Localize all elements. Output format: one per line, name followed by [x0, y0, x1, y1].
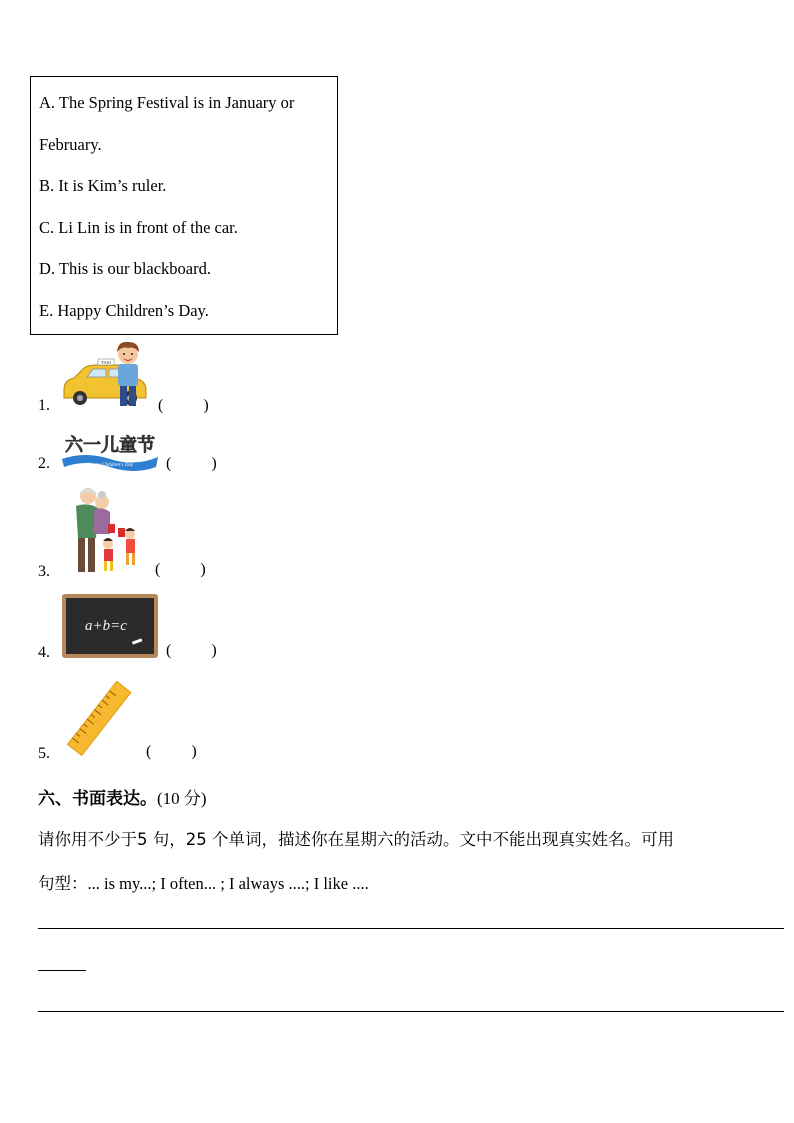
section-title	[38, 784, 207, 809]
answer-line-2[interactable]	[38, 1011, 784, 1012]
question-4-number: 4.	[38, 644, 50, 661]
banner-subtitle: Happy Children's Day	[86, 462, 134, 468]
question-2-number: 2.	[38, 455, 50, 472]
question-4-answer-blank[interactable]: ( )	[166, 642, 217, 659]
blackboard-icon	[62, 594, 158, 658]
prompt-sentence-patterns: ... is my...; I often... ; I always ....; I like ....	[87, 874, 369, 893]
ruler-icon	[62, 678, 138, 760]
question-1-number: 1.	[38, 397, 50, 414]
blackboard-formula: a+b=c	[85, 618, 127, 634]
writing-prompt-line-2	[38, 870, 369, 894]
answer-line-1[interactable]	[38, 928, 784, 929]
banner-title: 六一儿童节	[65, 435, 155, 456]
question-3-answer-blank[interactable]: ( )	[155, 561, 206, 578]
taxi-sign: TAXI	[101, 360, 111, 365]
option-d: D. This is our blackboard.	[39, 259, 212, 278]
childrens-day-banner-icon	[60, 429, 160, 471]
prompt-sentence-pattern-label: 句型：	[38, 874, 88, 893]
question-5-number: 5.	[38, 745, 50, 762]
option-e: E. Happy Children’s Day.	[39, 301, 209, 320]
question-1-answer-blank[interactable]: ( )	[158, 397, 209, 414]
options-box	[30, 76, 338, 335]
option-a-cont: February.	[39, 135, 102, 154]
section-points: (10 分)	[157, 789, 207, 808]
question-2-answer-blank[interactable]: ( )	[166, 455, 217, 472]
writing-prompt-line-1: 请你用不少于5 句，25 个单词，描述你在星期六的活动。文中不能出现真实姓名。可用	[38, 830, 674, 849]
taxi-boy-icon	[60, 340, 155, 412]
option-b: B. It is Kim’s ruler.	[39, 176, 167, 195]
section-heading: 六、书面表达。	[38, 789, 157, 809]
question-3-number: 3.	[38, 563, 50, 580]
option-c: C. Li Lin is in front of the car.	[39, 218, 238, 237]
answer-line-1-continuation[interactable]	[38, 970, 86, 971]
grandparents-red-envelope-icon	[60, 486, 150, 578]
question-5-answer-blank[interactable]: ( )	[146, 743, 197, 760]
option-a: A. The Spring Festival is in January or	[39, 93, 295, 112]
